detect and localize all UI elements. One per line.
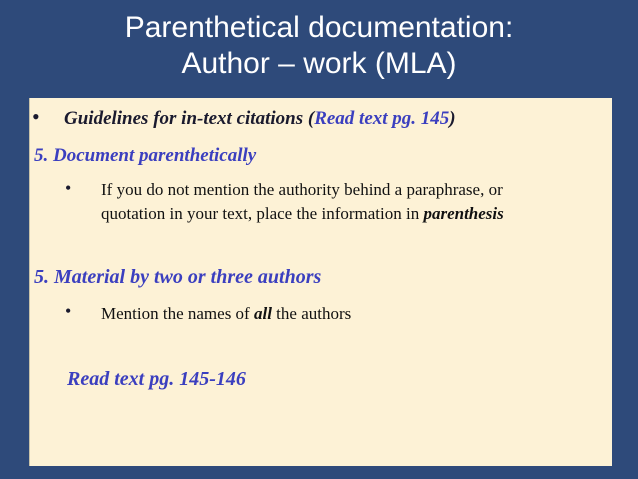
- authors-text-a: Mention the names of: [101, 304, 254, 323]
- section-heading-authors: 5. Material by two or three authors: [34, 266, 322, 288]
- subbullet-line2-text: quotation in your text, place the information in: [101, 204, 424, 223]
- slide-title-line2: Author – work (MLA): [181, 47, 457, 80]
- guidelines-text: Guidelines for in-text citations (: [64, 108, 315, 129]
- read-text-link: Read text pg. 145: [314, 108, 450, 129]
- bullet-dot: •: [32, 104, 40, 129]
- all-emphasis: all: [253, 304, 272, 323]
- authors-bullet-text: [101, 304, 351, 324]
- parenthesis-emphasis: parenthesis: [423, 204, 504, 223]
- slide-title: [0, 10, 638, 82]
- bullet-dot: •: [65, 301, 72, 321]
- subbullet-line1: If you do not mention the authority behind a paraphrase, or: [101, 180, 503, 199]
- subbullet-line2: [101, 204, 504, 224]
- bullet-dot: •: [65, 178, 72, 198]
- section-heading-document: 5. Document parenthetically: [34, 145, 257, 166]
- content-panel: [29, 98, 612, 466]
- guidelines-close-paren: ): [449, 108, 456, 129]
- read-text-reference: Read text pg. 145-146: [67, 368, 246, 390]
- authors-text-c: the authors: [271, 304, 352, 323]
- slide-title-line1: Parenthetical documentation:: [124, 11, 514, 44]
- guidelines-bullet: [64, 108, 456, 130]
